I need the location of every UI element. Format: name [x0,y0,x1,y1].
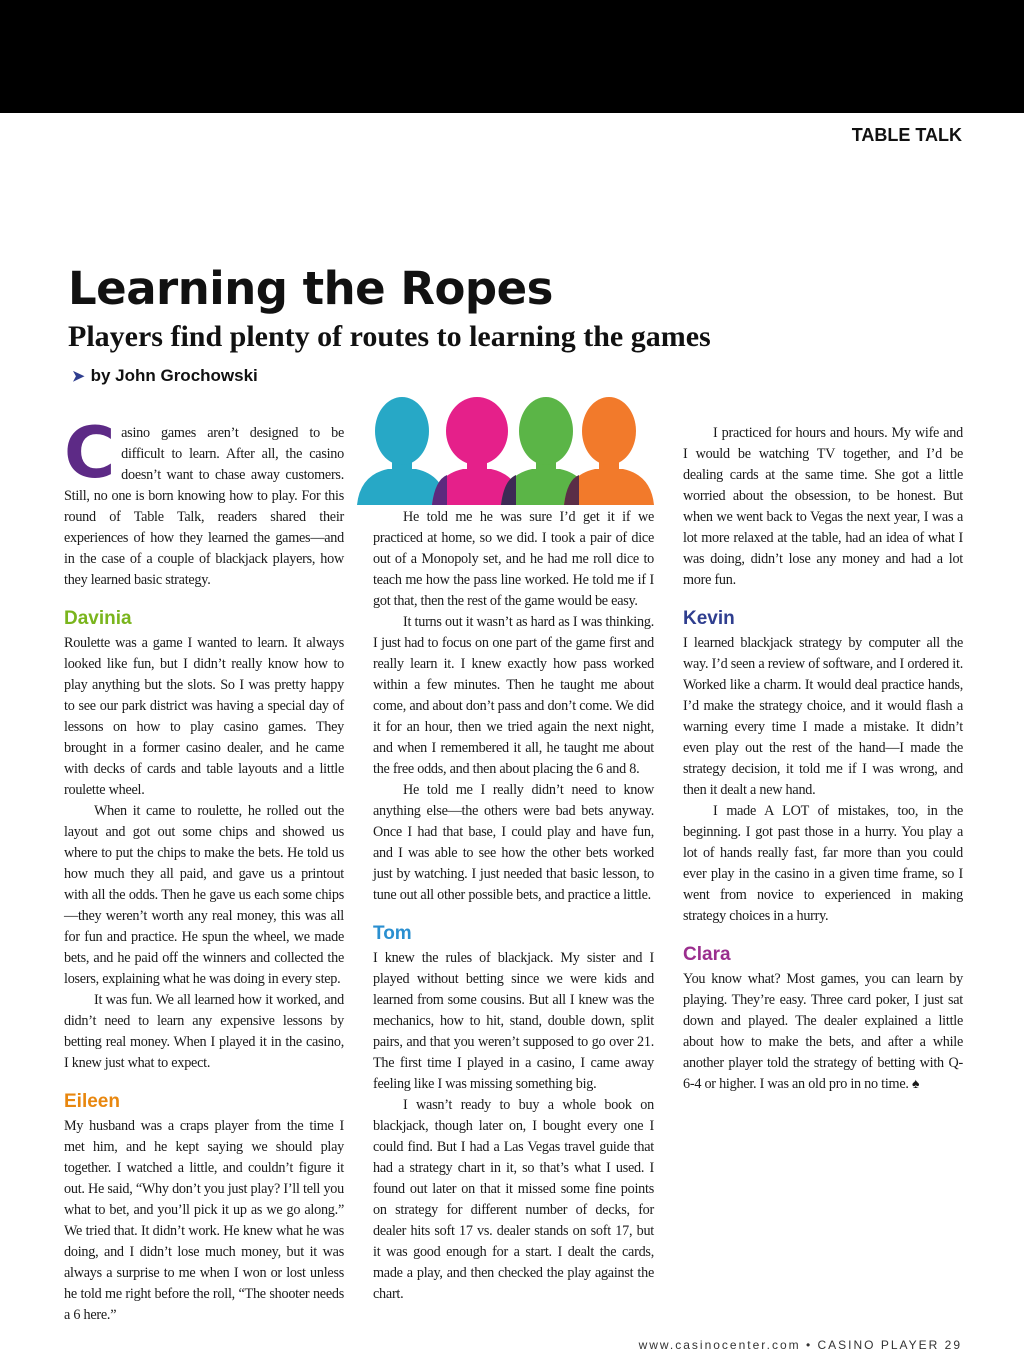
page-footer: www.casinocenter.com • CASINO PLAYER 29 [638,1338,962,1352]
arrow-icon: ➤ [72,368,85,385]
section-heading-kevin: Kevin [683,608,735,629]
article-subtitle: Players find plenty of routes to learning the games [68,320,711,353]
body-paragraph: Roulette was a game I wanted to learn. It always looked like fun, but I didn’t really know how to play anything but the slots. So I was pretty happy to see our park district was having a special day of lessons on how to play casino games. They brought in a former casino dealer, and he came with decks of cards and table layouts and a little roulette wheel. [64,635,344,798]
byline-text: by John Grochowski [90,366,258,385]
section-heading-davinia: Davinia [64,608,132,629]
body-paragraph: He told me he was sure I’d get it if we practiced at home, so we did. I took a pair of dice out of a Monopoly set, and he had me roll dice to teach me how the pass line worked. He told me if I got that, then the rest of the game would be easy. [373,509,654,609]
body-paragraph: You know what? Most games, you can learn by playing. They’re easy. Three card poker, I just sat down and played. The dealer explained a little about how to make the bets, and after a while another player told the strategy of betting with Q-6-4 or higher. I was an old pro in no time. ♠ [683,971,963,1092]
people-silhouettes-illustration [357,395,659,505]
body-paragraph: I made A LOT of mistakes, too, in the beginning. I got past those in a hurry. You play a lot of hands really fast, far more than you could ever play in the casino in a given time frame, so I went from novice to experienced in making strategy choices in a hurry. [683,803,963,924]
section-heading-clara: Clara [683,944,731,965]
column-1 [64,412,344,1326]
figure-1-icon [357,397,447,505]
top-black-banner [0,0,1024,113]
body-paragraph: I learned blackjack strategy by computer all the way. I’d seen a review of software, and I ordered it. Worked like a charm. It would deal practice hands, I’d make the strategy choice, and it would flash a warning every time I made a mistake. It didn’t even play out the rest of the hand—I made the strategy decision, it told me if I was wrong, and then it dealt a new hand. [683,635,963,798]
drop-cap: C [64,412,116,494]
article-title: Learning the Ropes [68,262,553,315]
section-heading-tom: Tom [373,923,412,944]
body-paragraph: My husband was a craps player from the time I met him, and he kept saying we should play together. I watched a little, and couldn’t figure it out. He said, “Why don’t you just play? I’ll tell you what to bet, and you’ll pick it up as we go along.” We tried that. It didn’t work. He knew what he was doing, and I didn’t lose much money, but it was always a surprise to me when I won or lost unless he told me right before the roll, “The shooter needs a 6 here.” [64,1118,344,1323]
spade-end-mark-icon: ♠ [911,1077,920,1092]
section-heading-eileen: Eileen [64,1091,120,1112]
body-paragraph: I wasn’t ready to buy a whole book on blackjack, though later on, I bought every one I could find. But I had a Las Vegas travel guide that had a strategy chart in it, so that’s what I used. I found out later on that it missed some fine points on strategy for different number of decks, for dealer hits soft 17 vs. dealer stands on soft 17, but it was good enough for a start. I dealt the cards, made a play, and then checked the play against the chart. [373,1097,654,1302]
figure-4-icon [564,397,654,505]
body-paragraph: He told me I really didn’t need to know anything else—the others were bad bets anyway. Once I had that base, I could play and have fun, and I was able to see how the other bets worked just by watching. I just needed that basic lesson, to tune out all other possible bets, and practice a little. [373,782,654,903]
body-paragraph: It turns out it wasn’t as hard as I was thinking. I just had to focus on one part of the game first and really learn it. I knew exactly how pass worked within a few minutes. Then he taught me about come, and about don’t pass and don’t come. We did it for an hour, then we tried again the next night, and when I remembered it all, he taught me about the free odds, and then about placing the 6 and 8. [373,614,654,777]
column-3 [683,423,963,1095]
byline [72,366,258,386]
column-2 [373,507,654,1305]
section-label: TABLE TALK [851,125,962,145]
body-paragraph: I knew the rules of blackjack. My sister and I played without betting since we were kids and learned from some cousins. But all I knew was the mechanics, how to hit, stand, double down, split pairs, and that you weren’t supposed to go over 21. The first time I played in a casino, I came away feeling like I was missing something big. [373,950,654,1092]
intro-paragraph: Casino games aren’t designed to be difficult to learn. After all, the casino doesn’t want to chase away customers. Still, no one is born knowing how to play. For this round of Table Talk, readers shared their experiences of how they learned the games—and in the case of a couple of blackjack players, how they learned basic strategy. [64,412,344,588]
body-paragraph: When it came to roulette, he rolled out the layout and got out some chips and showed us where to put the chips to make the bets. He told us how much they all paid, and gave us a printout with all the odds. Then he gave us each some chips—they weren’t worth any real money, this was all for fun and practice. He spun the wheel, we made bets, and he paid off the winners and collected the losers, explaining what he was doing in every step. [64,803,344,987]
body-paragraph: It was fun. We all learned how it worked, and didn’t need to learn any expensive lessons by betting real money. When I played it in the casino, I knew just what to expect. [64,992,344,1071]
body-paragraph: I practiced for hours and hours. My wife and I would be watching TV together, and I’d be dealing cards at the same time. She got a little worried about the obsession, to be honest. But when we went back to Vegas the next year, I was a lot more relaxed at the table, had an idea of what I was doing, didn’t lose any money and had a lot more fun. [683,425,963,588]
